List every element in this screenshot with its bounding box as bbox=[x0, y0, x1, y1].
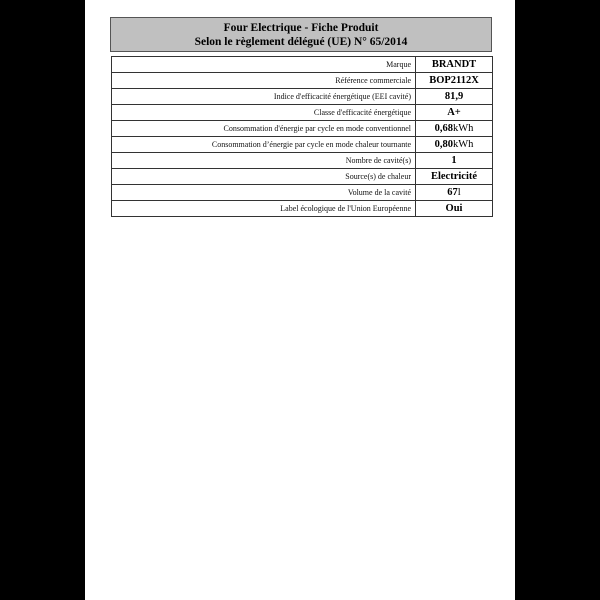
row-value: 0,68kWh bbox=[416, 121, 493, 137]
row-value: Oui bbox=[416, 201, 493, 217]
table-row bbox=[112, 89, 493, 105]
header-regulation: Selon le règlement délégué (UE) N° 65/2014 bbox=[194, 36, 408, 48]
row-value: BOP2112X bbox=[416, 73, 493, 89]
row-label: Label écologique de l'Union Européenne bbox=[112, 201, 416, 217]
table-row bbox=[112, 153, 493, 169]
row-value: 81,9 bbox=[416, 89, 493, 105]
spec-table bbox=[111, 56, 493, 217]
table-row bbox=[112, 169, 493, 185]
row-value: 67l bbox=[416, 185, 493, 201]
table-row bbox=[112, 185, 493, 201]
row-label: Consommation d’énergie par cycle en mode chaleur tournante bbox=[112, 137, 416, 153]
row-value: BRANDT bbox=[416, 57, 493, 73]
sheet-header bbox=[110, 17, 492, 52]
row-value: 0,80kWh bbox=[416, 137, 493, 153]
table-row bbox=[112, 201, 493, 217]
row-label: Indice d'efficacité énergétique (EEI cavité) bbox=[112, 89, 416, 105]
table-row bbox=[112, 57, 493, 73]
row-label: Classe d'efficacité énergétique bbox=[112, 105, 416, 121]
product-sheet-page bbox=[85, 0, 515, 600]
row-label: Consommation d'énergie par cycle en mode conventionnel bbox=[112, 121, 416, 137]
table-row bbox=[112, 73, 493, 89]
row-value: Electricité bbox=[416, 169, 493, 185]
row-label: Source(s) de chaleur bbox=[112, 169, 416, 185]
row-label: Nombre de cavité(s) bbox=[112, 153, 416, 169]
row-label: Référence commerciale bbox=[112, 73, 416, 89]
row-value: 1 bbox=[416, 153, 493, 169]
row-value: A+ bbox=[416, 105, 493, 121]
row-label: Marque bbox=[112, 57, 416, 73]
header-title: Four Electrique - Fiche Produit bbox=[223, 22, 379, 34]
table-row bbox=[112, 137, 493, 153]
row-label: Volume de la cavité bbox=[112, 185, 416, 201]
table-row bbox=[112, 105, 493, 121]
table-row bbox=[112, 121, 493, 137]
